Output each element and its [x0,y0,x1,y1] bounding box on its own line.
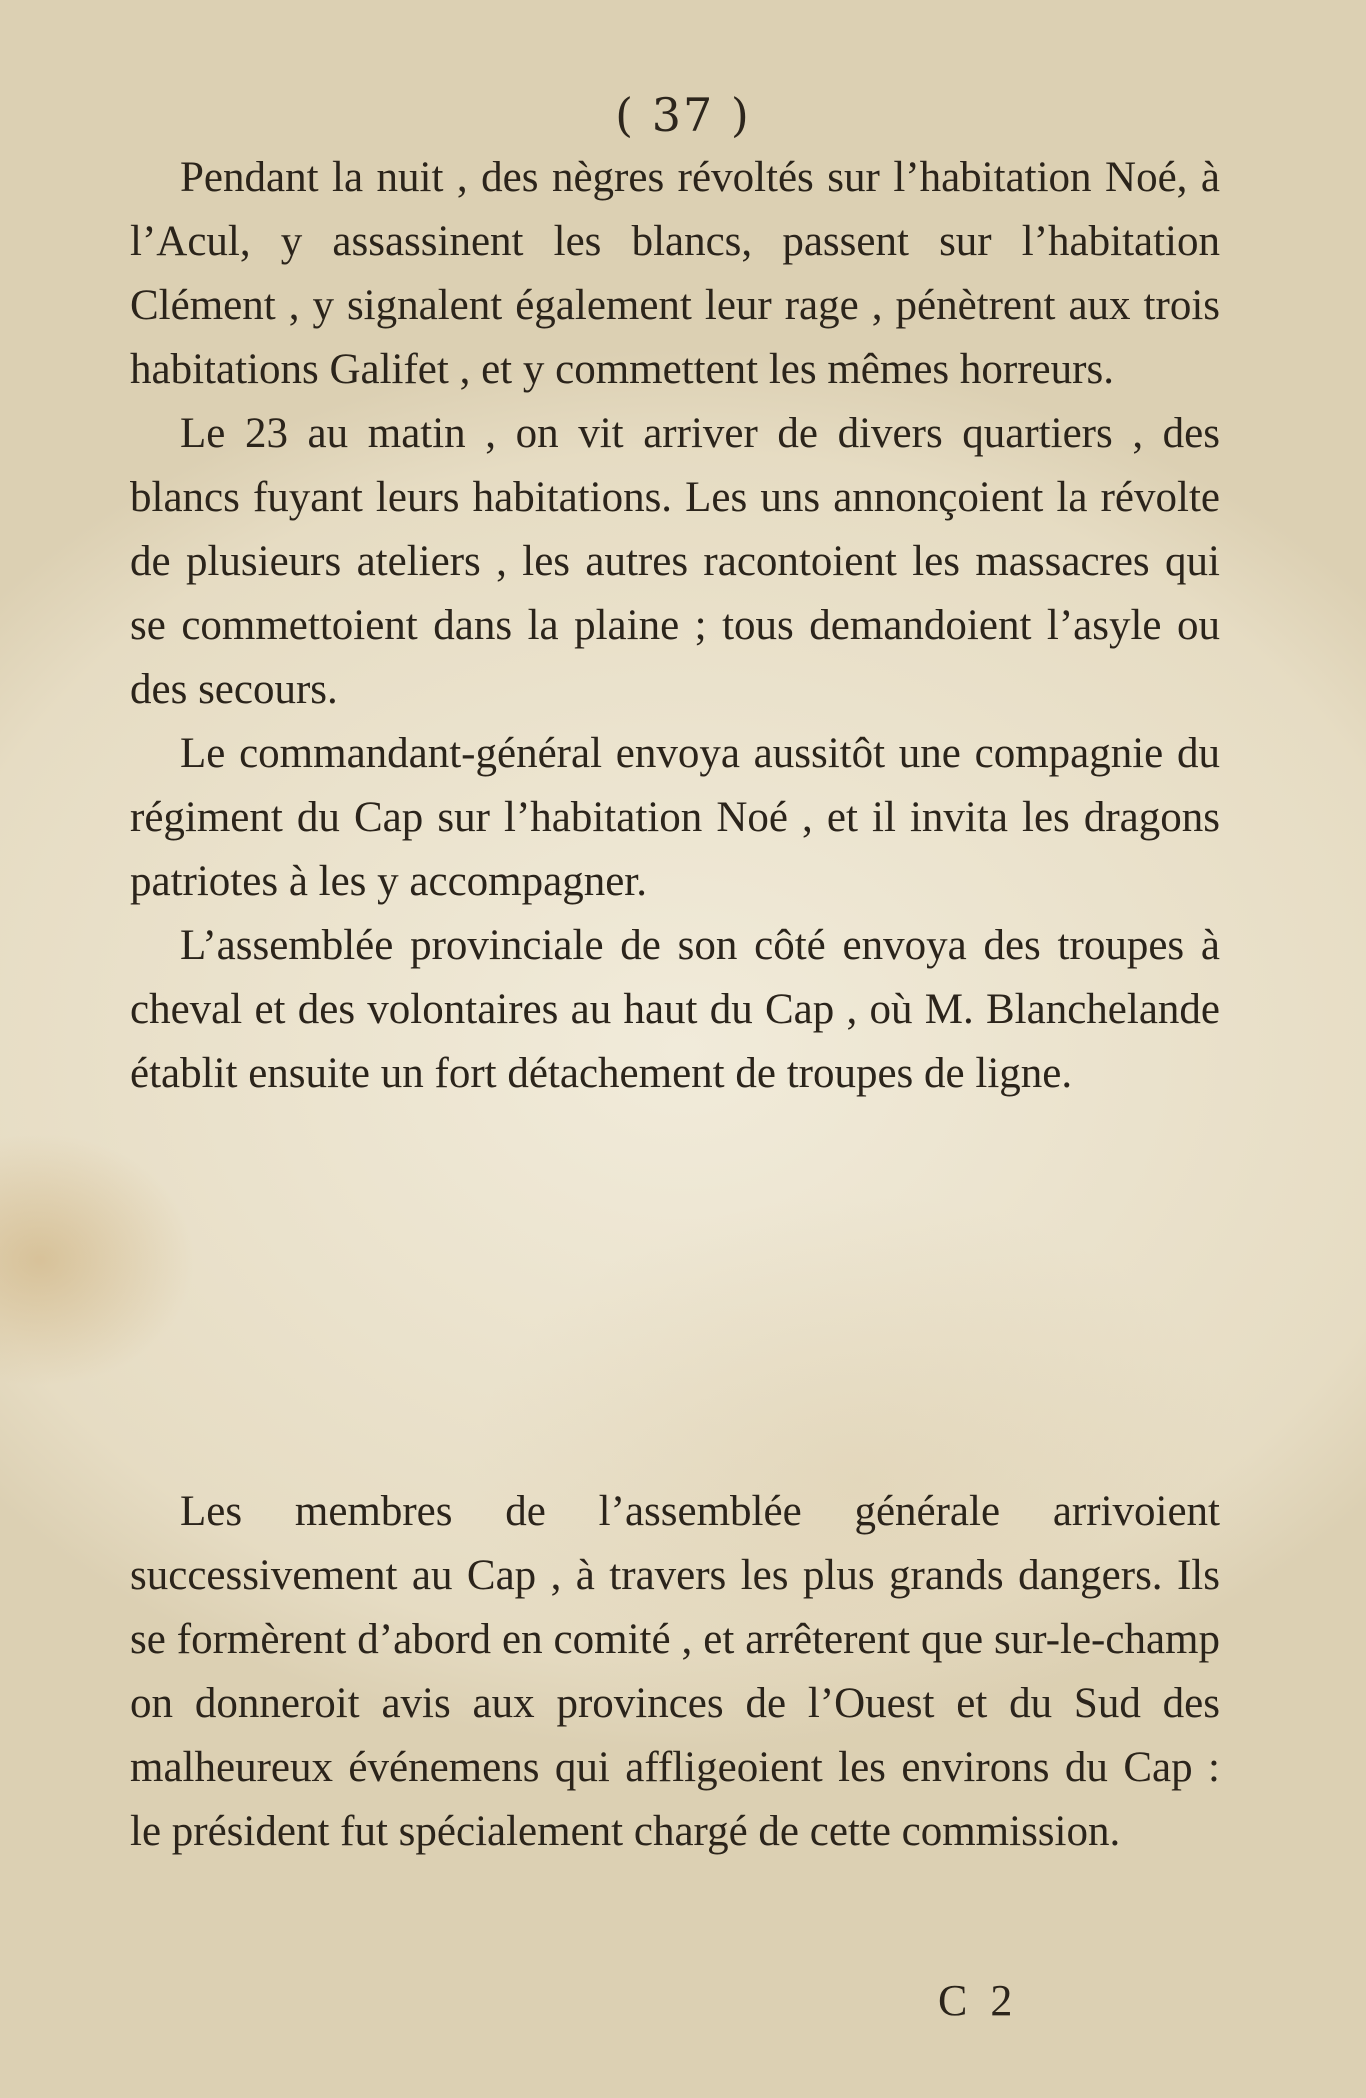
paragraph: Le commandant-général envoya aussitôt une compagnie du régiment du Cap sur l’habitation Noé , et il invita les dragons patriotes à les y accompagner. [130,730,1220,905]
paragraph: Pendant la nuit , des nègres révoltés sur l’habitation Noé, à l’Acul, y assassinent les blancs, passent sur l’habitation Clément , y signalent également leur rage , pénètrent aux trois habitations Galifet , et y commettent les mêmes horreurs. [130,154,1220,393]
gathering-signature: C 2 [938,1976,1019,2025]
paragraph: Le 23 au matin , on vit arriver de divers quartiers , des blancs fuyant leurs habitations. Les uns annonçoient la révolte de plusieurs ateliers , les autres racontoient les massacres qui se commettoient dans la plaine ; tous demandoient l’asyle ou des secours. [130,410,1220,713]
page-number: ( 37 ) [615,88,751,142]
text-block-upper [130,146,1220,1106]
paragraph: Les membres de l’assemblée générale arrivoient successivement au Cap , à travers les plus grands dangers. Ils se formèrent d’abord en comité , et arrêterent que sur-le-champ on donneroit avis aux provinces de l’Ouest et du Sud des malheureux événemens qui affligeoient les environs du Cap : le président fut spécialement chargé de cette commission. [130,1488,1220,1855]
paragraph: L’assemblée provinciale de son côté envoya des troupes à cheval et des volontaires au haut du Cap , où M. Blanchelande établit ensuite un fort détachement de troupes de ligne. [130,922,1220,1097]
text-block-lower [130,1480,1220,1864]
